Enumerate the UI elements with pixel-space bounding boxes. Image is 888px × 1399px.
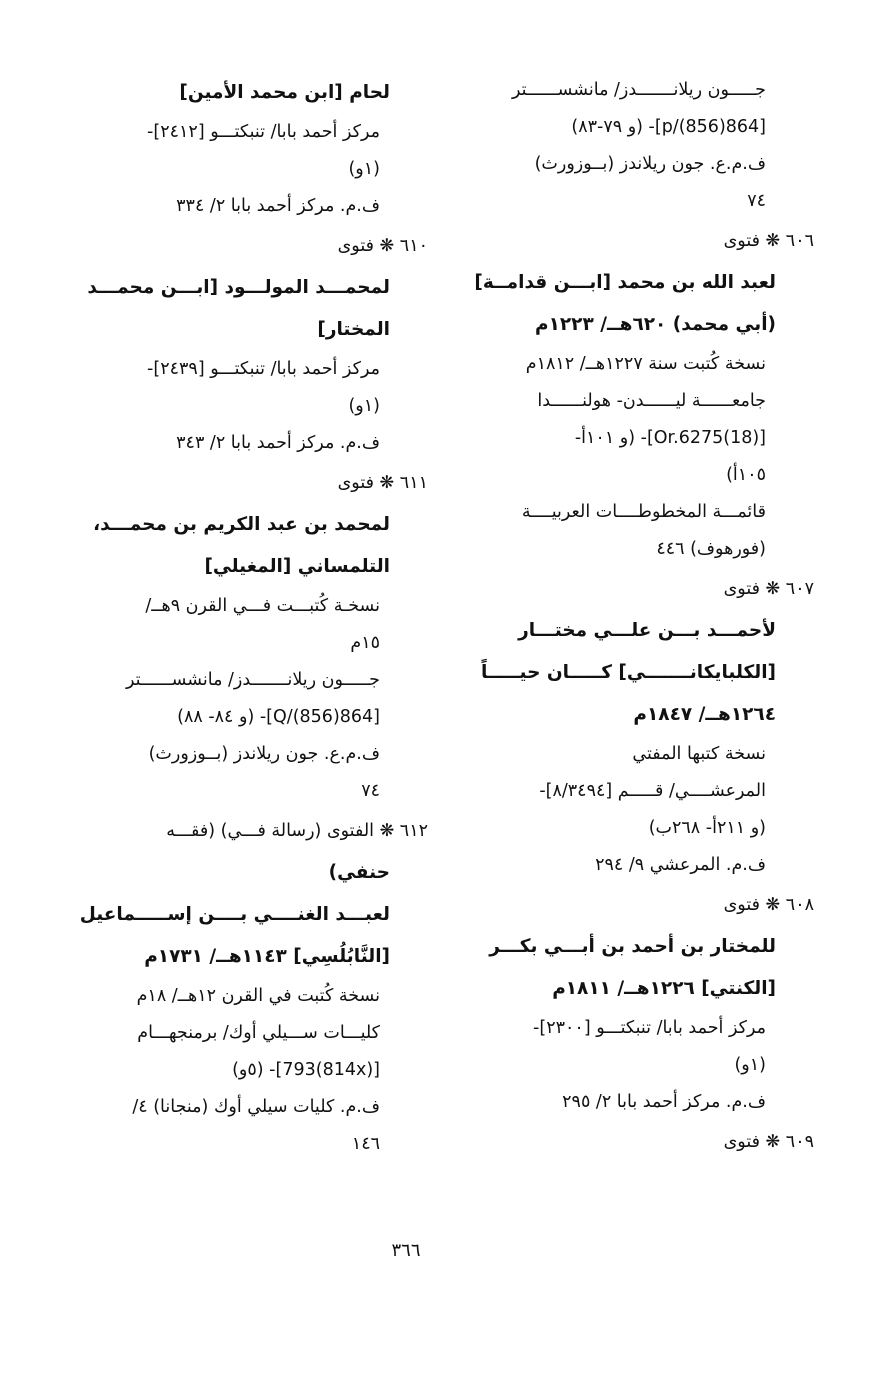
- entry-line: نسخة كتبها المفتي: [632, 744, 766, 764]
- entry-line: مركز أحمد بابا/ تنبكتـــو [٢٤٣٩]-: [147, 359, 380, 379]
- author-line: المختار]: [317, 319, 390, 340]
- entry-line: (١و): [734, 1055, 766, 1075]
- author-line: [الكلبايكانـــــــي] كـــــان حيـــــاً: [480, 662, 776, 683]
- entry-line: ف.م. كليات سيلي أوك (منجانا) ٤/: [132, 1097, 380, 1117]
- entry-line: قائمـــة المخطوطــــات العربيــــة: [521, 502, 766, 522]
- entry-line: مركز أحمد بابا/ تنبكتـــو [٢٣٠٠]-: [533, 1018, 766, 1038]
- entry-line: نسخة كُتبت سنة ١٢٢٧هــ/ ١٨١٢م: [525, 354, 766, 374]
- author-line: [النَّابُلُسِي] ١١٤٣هــ/ ١٧٣١م: [144, 946, 390, 967]
- author-line: التلمساني [المغيلي]: [204, 556, 390, 577]
- author-line: حنفي): [328, 862, 390, 883]
- entry-line: ف.م. مركز أحمد بابا ٢/ ٢٩٥: [562, 1092, 766, 1112]
- entry-line: ١٠٥أ): [726, 465, 766, 485]
- entry-line: (و ٢١١أ- ٢٦٨ب): [648, 818, 766, 838]
- entry-line: ف.م. المرعشي ٩/ ٢٩٤: [595, 855, 766, 875]
- author-line: للمختار بن أحمد بن أبـــي بكـــر: [489, 936, 776, 957]
- entry-heading: ٦١١ ❋ فتوى: [337, 473, 428, 493]
- author-line: لمحمـــد المولـــود [ابـــن محمـــد: [87, 277, 390, 298]
- entry-line: (١و): [348, 159, 380, 179]
- entry-line: ٧٤: [361, 781, 380, 801]
- entry-line: ف.م. مركز أحمد بابا ٢/ ٣٣٤: [176, 196, 380, 216]
- author-line: لعبد الله بن محمد [ابـــن قدامــة]: [474, 272, 776, 293]
- entry-line: المرعشــــي/ قـــــم [٨/٣٤٩٤]-: [539, 781, 766, 801]
- entry-heading: ٦٠٩ ❋ فتوى: [723, 1132, 814, 1152]
- left-column: [60, 72, 428, 1163]
- entry-line: ١٥م: [350, 633, 380, 653]
- entry-line: ف.م. مركز أحمد بابا ٢/ ٣٤٣: [176, 433, 380, 453]
- entry-heading: ٦١٢ ❋ الفتوى (رسالة فـــي) (فقـــه: [166, 821, 428, 841]
- entry-line: [864(856)/Q]- (و ٨٤- ٨٨): [177, 707, 380, 727]
- entry-line: نسخة كُتبت في القرن ١٢هــ/ ١٨م: [136, 986, 380, 1006]
- entry-heading: ٦٠٦ ❋ فتوى: [723, 231, 814, 251]
- author-line: ١٢٦٤هــ/ ١٨٤٧م: [633, 704, 776, 725]
- entry-heading: ٦١٠ ❋ فتوى: [337, 236, 428, 256]
- entry-line: (فورهوف) ٤٤٦: [656, 539, 766, 559]
- entry-line: ١٤٦: [351, 1134, 380, 1154]
- entry-line: كليـــات ســـيلي أوك/ برمنجهـــام: [137, 1023, 380, 1043]
- entry-line: جـــــون ريلانـــــــدز/ مانشســــــتر: [511, 80, 766, 100]
- entry-line: جـــــون ريلانـــــــدز/ مانشســــــتر: [125, 670, 380, 690]
- entry-line: جامعــــــة ليــــــدن- هولنــــــدا: [537, 391, 766, 411]
- author-line: [الكنتي] ١٢٢٦هــ/ ١٨١١م: [552, 978, 776, 999]
- entry-heading: ٦٠٧ ❋ فتوى: [723, 579, 814, 599]
- entry-line: [864(856)/p]- (و ٧٩-٨٣): [571, 117, 766, 137]
- entry-line: مركز أحمد بابا/ تنبكتـــو [٢٤١٢]-: [147, 122, 380, 142]
- entry-line: نسخـة كُتبـــت فـــي القرن ٩هــ/: [145, 596, 380, 616]
- author-line: (أبي محمد) ٦٢٠هــ/ ١٢٢٣م: [535, 314, 776, 335]
- author-line: لمحمد بن عبد الكريم بن محمـــد،: [93, 514, 390, 535]
- entry-heading: ٦٠٨ ❋ فتوى: [723, 895, 814, 915]
- entry-line: [(814x)793]- (٥و): [232, 1060, 380, 1080]
- author-line: لحام [ابن محمد الأمين]: [179, 82, 390, 103]
- author-line: لعبـــد الغنــــي بــــن إســـــماعيل: [79, 904, 390, 925]
- author-line: لأحمـــد بـــن علـــي مختـــار: [518, 620, 776, 641]
- entry-line: ف.م.ع. جون ريلاندز (بــوزورث): [534, 154, 766, 174]
- entry-line: (١و): [348, 396, 380, 416]
- entry-line: ف.م.ع. جون ريلاندز (بــوزورث): [148, 744, 380, 764]
- entry-line: ٧٤: [747, 191, 766, 211]
- entry-line: [Or.6275(18)]- (و ١٠١أ-: [574, 428, 766, 448]
- right-column: [446, 72, 814, 1163]
- page-number: ٣٦٦: [391, 1240, 421, 1261]
